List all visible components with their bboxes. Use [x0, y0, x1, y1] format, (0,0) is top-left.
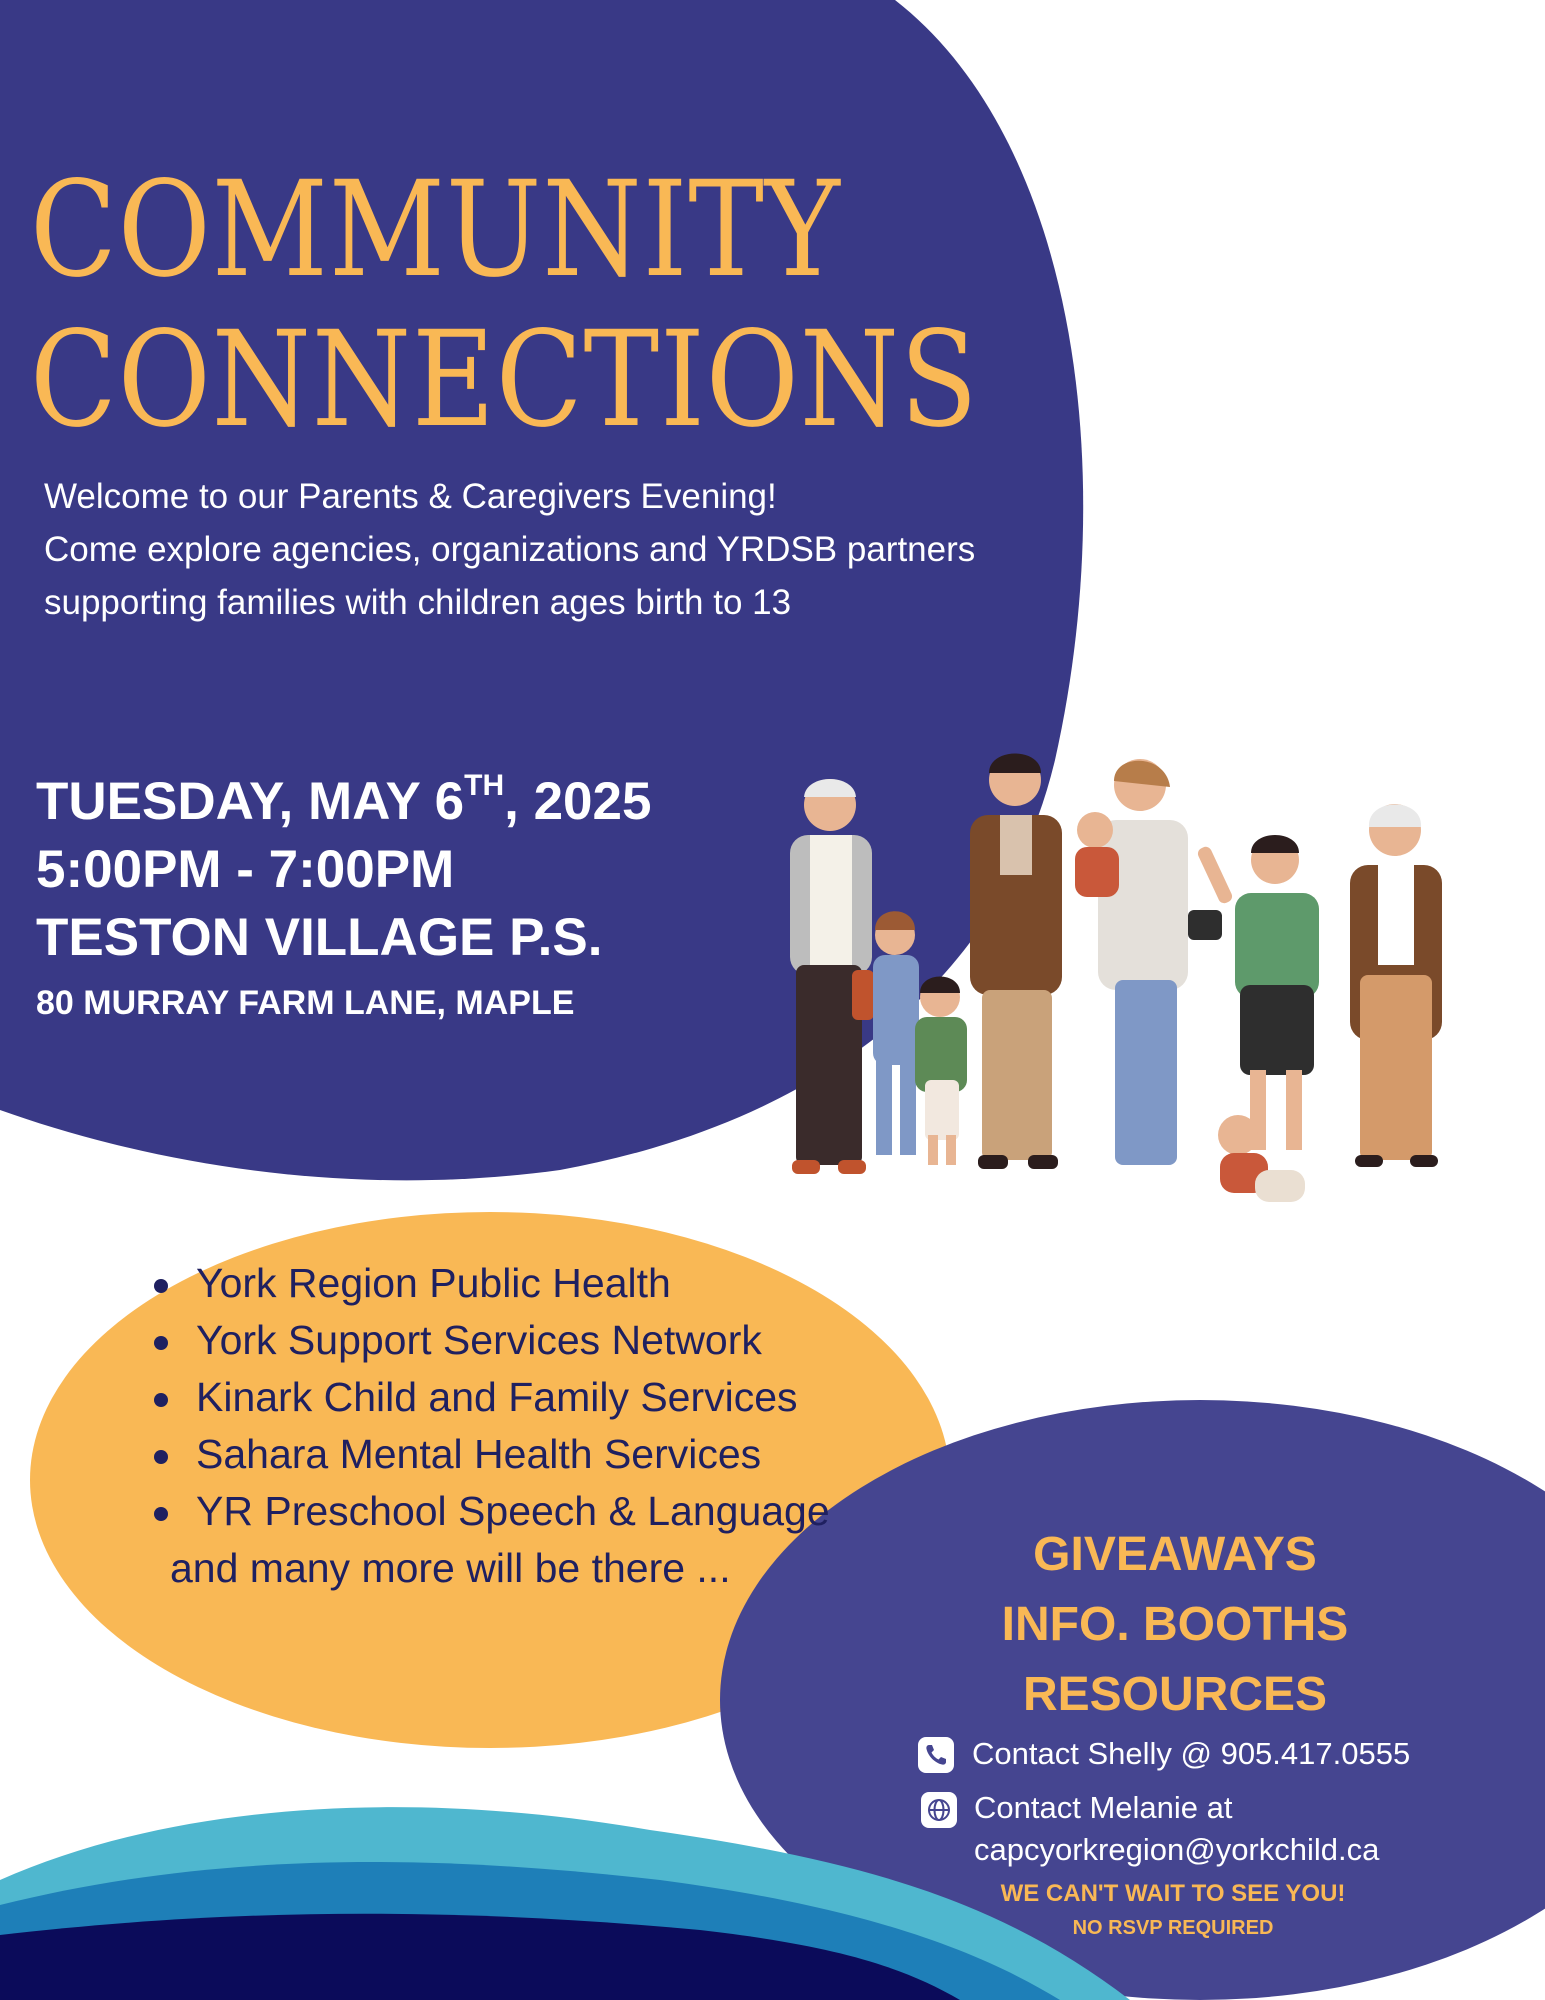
family-group-illustration	[730, 735, 1520, 1255]
list-item: YR Preschool Speech & Language	[150, 1483, 830, 1540]
globe-icon	[921, 1792, 957, 1828]
intro-text	[44, 470, 1094, 629]
intro-line-1: Welcome to our Parents & Caregivers Evening!	[44, 477, 777, 516]
event-address: 80 MURRAY FARM LANE, MAPLE	[36, 984, 575, 1022]
perks-list	[950, 1520, 1400, 1730]
perk-giveaways: GIVEAWAYS	[1033, 1528, 1317, 1581]
perk-resources: RESOURCES	[1022, 1668, 1328, 1721]
event-details	[36, 768, 651, 1028]
event-date	[36, 768, 651, 836]
perk-info-booths: INFO. BOOTHS	[1001, 1598, 1349, 1651]
title-line-2: CONNECTIONS	[30, 303, 979, 457]
event-venue: TESTON VILLAGE P.S.	[36, 908, 603, 967]
title-line-1: COMMUNITY	[30, 153, 841, 307]
organizations-more: and many more will be there ...	[170, 1545, 731, 1591]
father-figure	[970, 754, 1062, 1170]
small-girl-figure	[915, 977, 967, 1166]
event-date-prefix: TUESDAY, MAY 6	[36, 772, 465, 831]
intro-line-2: Come explore agencies, organizations and YRDSB partners	[44, 530, 976, 569]
boy-figure	[1196, 835, 1319, 1150]
list-item: York Region Public Health	[150, 1255, 830, 1312]
intro-line-3: supporting families with children ages birth to 13	[44, 583, 792, 622]
list-item: York Support Services Network	[150, 1312, 830, 1369]
event-time: 5:00PM - 7:00PM	[36, 840, 455, 899]
grandmother-figure	[1350, 804, 1442, 1167]
event-date-suffix: , 2025	[504, 772, 652, 831]
contact-email-address[interactable]: capcyorkregion@yorkchild.ca	[974, 1832, 1380, 1867]
phone-icon	[918, 1737, 954, 1773]
organizations-list	[150, 1255, 830, 1597]
closing-line-1: WE CAN'T WAIT TO SEE YOU!	[1000, 1880, 1346, 1907]
contact-email-label: Contact Melanie at	[974, 1790, 1233, 1825]
list-item: Sahara Mental Health Services	[150, 1426, 830, 1483]
page-title	[30, 155, 978, 455]
closing-line-2: NO RSVP REQUIRED	[1072, 1917, 1274, 1939]
mother-figure	[1075, 759, 1222, 1165]
contact-phone[interactable]: Contact Shelly @ 905.417.0555	[972, 1736, 1411, 1771]
list-item: Kinark Child and Family Services	[150, 1369, 830, 1426]
event-date-sup: TH	[464, 769, 505, 802]
